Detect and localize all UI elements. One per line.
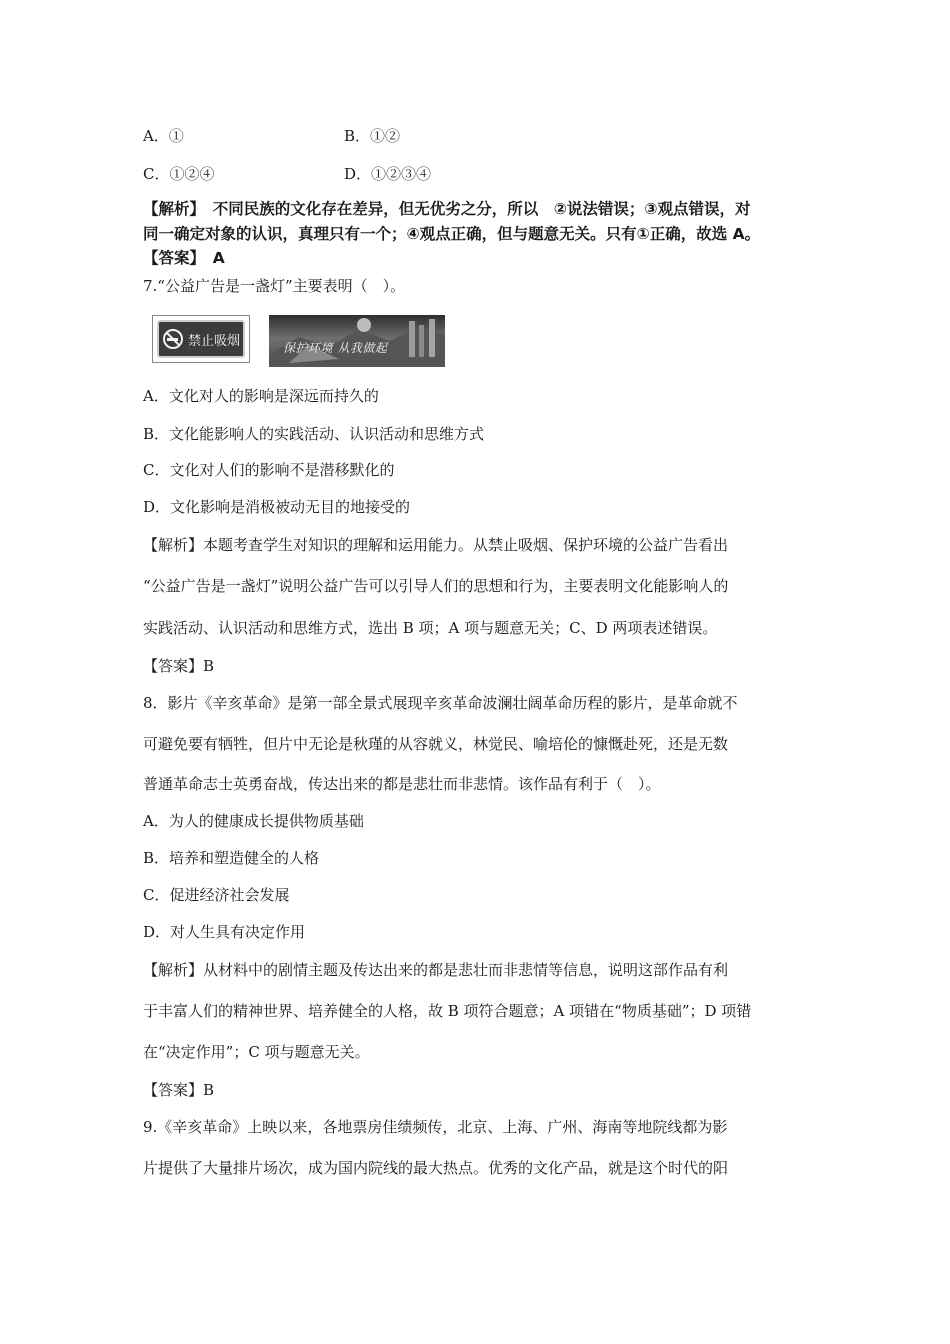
q7-option-a: A．文化对人的影响是深远而持久的 [143,387,379,405]
q9-question-line2: 片提供了大量排片场次，成为国内院线的最大热点。优秀的文化产品，就是这个时代的阳 [143,1159,729,1177]
q7-option-b: B．文化能影响人的实践活动、认识活动和思维方式 [143,425,485,443]
q6-answer: 【答案】 A [143,249,225,267]
q6-analysis-line2: 同一确定对象的认识，真理只有一个；④观点正确，但与题意无关。只有①正确，故选 A。 [143,225,761,243]
q6-option-c: C．①②④ [143,165,215,183]
q8-analysis-line3: 在“决定作用”；C 项与题意无关。 [143,1043,370,1061]
environment-poster-image [269,315,445,367]
q8-option-a: A．为人的健康成长提供物质基础 [143,812,364,830]
q6-option-b: B．①② [344,127,401,145]
q7-analysis-line3: 实践活动、认识活动和思维方式，选出 B 项；A 项与题意无关；C、D 两项表述错误。 [143,619,718,637]
q6-option-d: D．①②③④ [344,165,432,183]
q8-option-c: C．促进经济社会发展 [143,886,290,904]
q8-question-line1: 8．影片《辛亥革命》是第一部全景式展现辛亥革命波澜壮阔革命历程的影片，是革命就不 [143,694,738,712]
q6-option-a: A．① [143,127,184,145]
q7-analysis-line2: “公益广告是一盏灯”说明公益广告可以引导人们的思想和行为，主要表明文化能影响人的 [143,577,729,595]
q7-question: 7.“公益广告是一盏灯”主要表明（ ）。 [143,277,406,295]
environment-poster-text: 保护环境 从我做起 [283,341,388,355]
q6-analysis-line1: 【解析】 不同民族的文化存在差异，但无优劣之分，所以 ②说法错误；③观点错误，对 [143,200,751,218]
q8-answer: 【答案】B [143,1081,215,1099]
q8-question-line2: 可避免要有牺牲，但片中无论是秋瑾的从容就义，林觉民、喻培伦的慷慨赴死，还是无数 [143,735,729,753]
no-smoking-sign-image [152,315,250,363]
q7-answer: 【答案】B [143,657,215,675]
q8-option-b: B．培养和塑造健全的人格 [143,849,320,867]
q8-question-line3: 普通革命志士英勇奋战，传达出来的都是悲壮而非悲情。该作品有利于（ ）。 [143,775,661,793]
q7-option-d: D．文化影响是消极被动无目的地接受的 [143,498,411,516]
no-smoking-icon [162,328,184,350]
q8-analysis-line1: 【解析】从材料中的剧情主题及传达出来的都是悲壮而非悲情等信息，说明这部作品有利 [143,961,729,979]
q8-option-d: D．对人生具有决定作用 [143,923,306,941]
no-smoking-sign-text: 禁止吸烟 [187,333,240,349]
q7-analysis-line1: 【解析】本题考查学生对知识的理解和运用能力。从禁止吸烟、保护环境的公益广告看出 [143,536,729,554]
q8-analysis-line2: 于丰富人们的精神世界、培养健全的人格，故 B 项符合题意；A 项错在“物质基础”；D 项错 [143,1002,752,1020]
q7-option-c: C．文化对人们的影响不是潜移默化的 [143,461,395,479]
q9-question-line1: 9.《辛亥革命》上映以来，各地票房佳绩频传，北京、上海、广州、海南等地院线都为影 [143,1118,728,1136]
